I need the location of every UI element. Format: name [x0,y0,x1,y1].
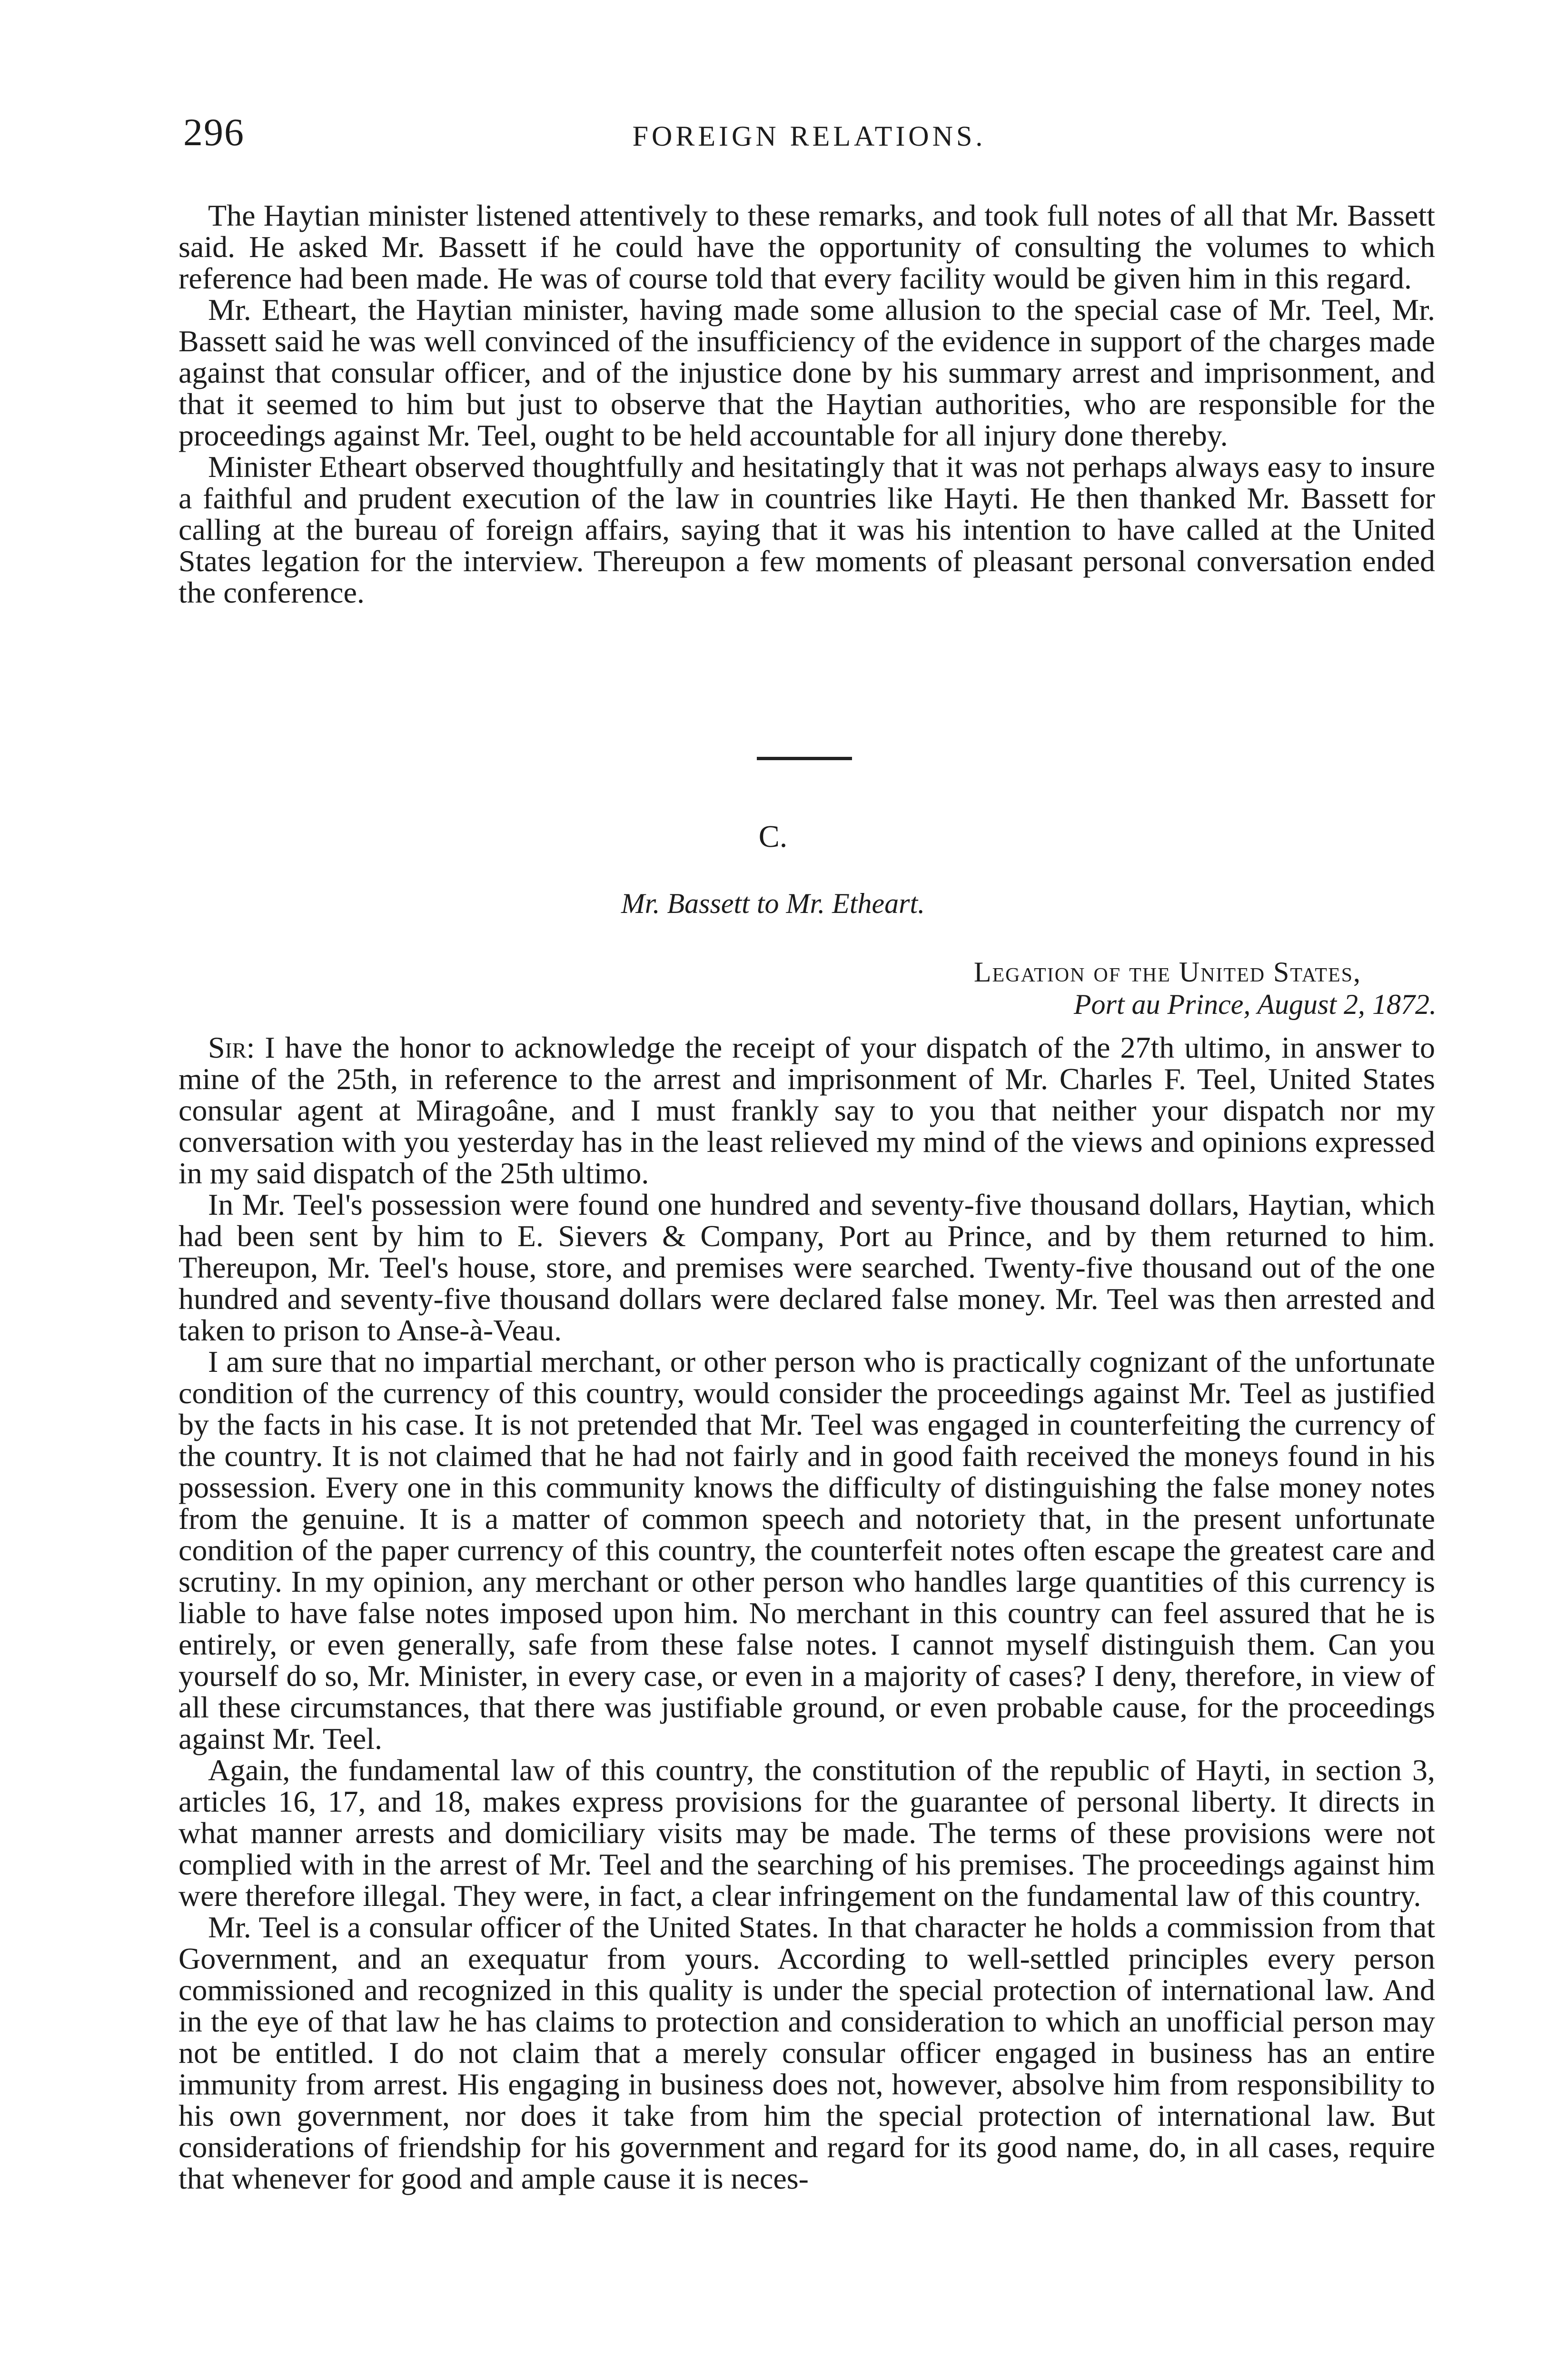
page-header [183,109,1435,161]
paragraph: The Haytian minister listened attentively to these remarks, and took full notes of all that Mr. Bassett said. He asked Mr. Bassett if he could have the opportunity of consulting the volumes to which reference had been made. He was of course told that every facility would be given him in this regard. [178,198,1435,295]
section-divider [757,757,852,760]
dateline-organization: Legation of the United States, [973,956,1362,988]
paragraph: Mr. Etheart, the Haytian minister, having made some allusion to the special case of Mr. Teel, Mr. Bassett said he was well convinced of the insufficiency of the evidence in support of the charges made against that consular officer, and of the injustice done by his summary arrest and imprisonment, and that it seemed to him but just to observe that the Haytian authorities, who are responsible for the proceedings against Mr. Teel, ought to be held accountable for all injury done thereby. [178,293,1435,452]
letter-heading: Mr. Bassett to Mr. Etheart. [621,888,925,919]
paragraph: In Mr. Teel's possession were found one hundred and seventy-five thousand dollars, Haytian, which had been sent by him to E. Sievers & Company, Port au Prince, and by them returned to him. Thereupon, Mr. Teel's house, store, and premises were searched. Twenty-five thousand out of the one hundred and seventy-five thousand dollars were declared false money. Mr. Teel was then arrested and taken to prison to Anse-à-Veau. [178,1188,1435,1347]
salutation: Sir: [208,1031,255,1064]
body-text-top [178,200,1435,608]
letter-dateline [974,956,1437,1021]
opening-text: I have the honor to acknowledge the receipt of your dispatch of the 27th ultimo, in answer to mine of the 25th, in reference to the arrest and imprisonment of Mr. Charles F. Teel, United States consular agent at Miragoâne, and I must frankly say to you that neither your dispatch nor my conversation with you yesterday has in the least relieved my mind of the views and opinions expressed in my said dispatch of the 25th ultimo. [178,1031,1436,1190]
letter-body [178,1032,1435,2194]
paragraph: Mr. Teel is a consular officer of the United States. In that character he holds a commission from that Government, and an exequatur from yours. According to well-settled principles every person commissioned and recognized in this quality is under the special protection of international law. And in the eye of that law he has claims to protection and consideration to which an unofficial person may not be entitled. I do not claim that a merely consular officer engaged in business has an entire immunity from arrest. His engaging in business does not, however, absolve him from responsibility to his own government, nor does it take from him the special protection of international law. But considerations of friendship for his government and regard for its good name, do, in all cases, require that whenever for good and ample cause it is neces- [178,1910,1435,2195]
paragraph: Again, the fundamental law of this country, the constitution of the republic of Hayti, in section 3, articles 16, 17, and 18, makes express provisions for the guarantee of personal liberty. It directs in what manner arrests and domiciliary visits may be made. The terms of these provisions were not complied with in the arrest of Mr. Teel and the searching of his premises. The proceedings against him were therefore illegal. They were, in fact, a clear infringement on the fundamental law of this country. [178,1753,1435,1913]
section-letter: C. [758,819,788,854]
dateline-place-date: Port au Prince, August 2, 1872. [1073,989,1437,1020]
paragraph: I am sure that no impartial merchant, or other person who is practically cognizant of the unfortunate condition of the currency of this country, would consider the proceedings against Mr. Teel as justified by the facts in his case. It is not pretended that Mr. Teel was engaged in counterfeiting the currency of the country. It is not claimed that he had not fairly and in good faith received the moneys found in his possession. Every one in this community knows the difficulty of distinguishing the false money notes from the genuine. It is a matter of common speech and notoriety that, in the present unfortunate condition of the paper currency of this country, the counterfeit notes often escape the greatest care and scrutiny. In my opinion, any merchant or other person who handles large quantities of this currency is liable to have false notes imposed upon him. No merchant in this country can feel assured that he is entirely, or even generally, safe from these false notes. I cannot myself distinguish them. Can you yourself do so, Mr. Minister, in every case, or even in a majority of cases? I deny, therefore, in view of all these circumstances, that there was justifiable ground, or even probable cause, for the proceedings against Mr. Teel. [178,1345,1435,1755]
running-head: FOREIGN RELATIONS. [632,120,986,152]
paragraph-opening [178,1032,1435,1189]
paragraph: Minister Etheart observed thoughtfully and hesitatingly that it was not perhaps always easy to insure a faithful and prudent execution of the law in countries like Hayti. He then thanked Mr. Bassett for calling at the bureau of foreign affairs, saying that it was his intention to have called at the United States legation for the interview. Thereupon a few moments of pleasant personal conversation ended the conference. [178,450,1435,609]
page-number: 296 [183,110,245,154]
